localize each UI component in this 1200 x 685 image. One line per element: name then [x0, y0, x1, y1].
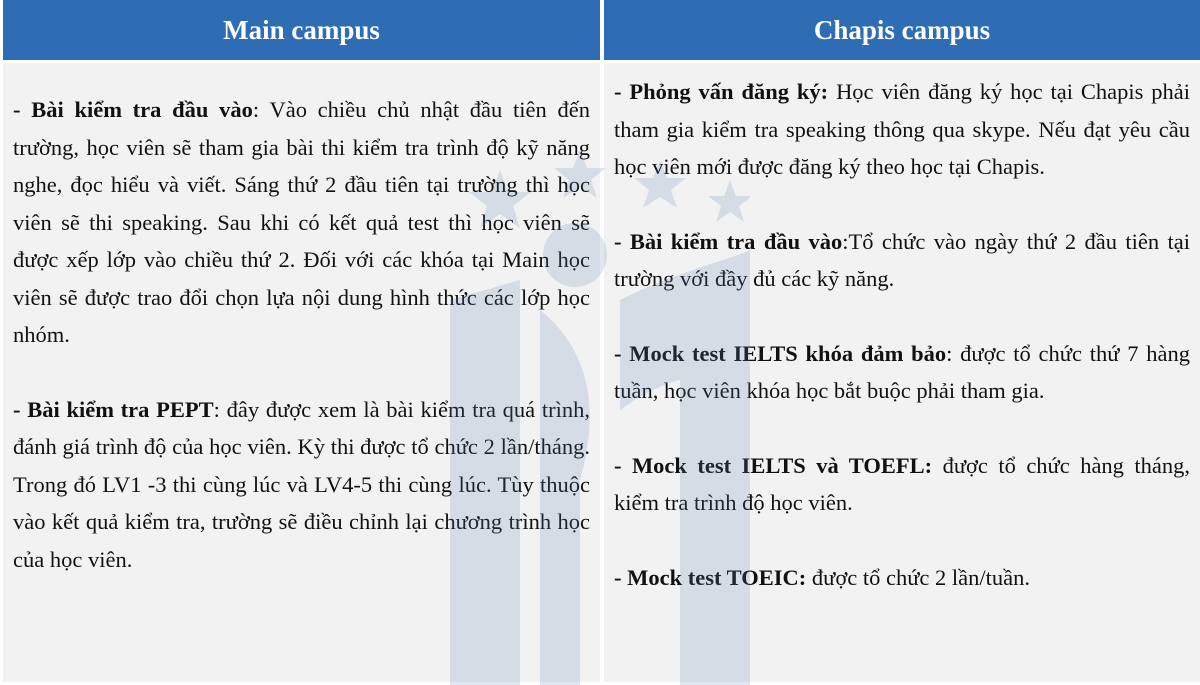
chapis-item-sep: :	[842, 228, 849, 254]
chapis-item-sep	[932, 453, 942, 478]
chapis-item-sep: :	[946, 340, 961, 366]
chapis-item-ielts-guarantee	[614, 335, 1190, 410]
chapis-item-term: - Mock test IELTS và TOEFL:	[614, 452, 933, 478]
chapis-item-ielts-toefl	[614, 447, 1190, 522]
chapis-item-toeic	[614, 559, 1190, 597]
chapis-campus-cell	[604, 63, 1200, 682]
main-item-pept-test	[13, 391, 590, 579]
chapis-item-text: Tổ chức vào ngày thứ 2 đầu tiên tại trường với đầy đủ các kỹ năng.	[614, 228, 1190, 291]
chapis-item-text: được tổ chức 2 lần/tuần.	[811, 564, 1031, 590]
header-chapis-campus: Chapis campus	[604, 0, 1200, 60]
main-item-sep: :	[213, 396, 227, 422]
chapis-item-entrance-test	[614, 223, 1190, 298]
main-item-sep: :	[252, 97, 270, 122]
chapis-item-term: - Phỏng vấn đăng ký:	[614, 79, 829, 104]
main-campus-cell	[3, 63, 600, 682]
chapis-item-text: được tổ chức thứ 7 hàng tuần, học viên khóa học bắt buộc phải tham gia.	[614, 340, 1190, 403]
chapis-item-term: - Mock test TOEIC:	[614, 564, 807, 590]
chapis-item-interview	[614, 73, 1190, 186]
chapis-item-text: được tổ chức hàng tháng, kiểm tra trình độ học viên.	[614, 452, 1190, 515]
chapis-item-sep	[828, 79, 836, 104]
main-item-text: đây được xem là bài kiểm tra quá trình, đánh giá trình độ của học viên. Kỳ thi được tổ chức 2 lần/tháng. Trong đó LV1 -3 thi cùng lúc và LV4-5 thi cùng lúc. Tùy thuộc vào kết quả kiểm tra, trường sẽ điều chỉnh lại chương trình học của học viên.	[13, 396, 590, 572]
chapis-item-term: - Bài kiểm tra đầu vào	[614, 228, 843, 254]
main-item-term: - Bài kiểm tra đầu vào	[13, 97, 253, 122]
main-item-text: Vào chiều chủ nhật đầu tiên đến trường, học viên sẽ tham gia bài thi kiểm tra trình độ kỹ năng nghe, đọc hiểu và viết. Sáng thứ 2 đầu tiên tại trường thì học viên sẽ thi speaking. Sau khi có kết quả test thì học viên sẽ được xếp lớp vào chiều thứ 2. Đối với các khóa tại Main học viên sẽ được trao đổi chọn lựa nội dung hình thức các lớp học nhóm.	[13, 97, 590, 347]
chapis-item-term: - Mock test IELTS khóa đảm bảo	[614, 340, 947, 366]
main-item-entrance-test	[13, 91, 590, 354]
chapis-item-text: Học viên đăng ký học tại Chapis phải tham gia kiểm tra speaking thông qua skype. Nếu đạt yêu cầu học viên mới được đăng ký theo học tại Chapis.	[614, 79, 1191, 179]
header-main-campus: Main campus	[3, 0, 600, 60]
main-item-term: - Bài kiểm tra PEPT	[13, 396, 214, 422]
